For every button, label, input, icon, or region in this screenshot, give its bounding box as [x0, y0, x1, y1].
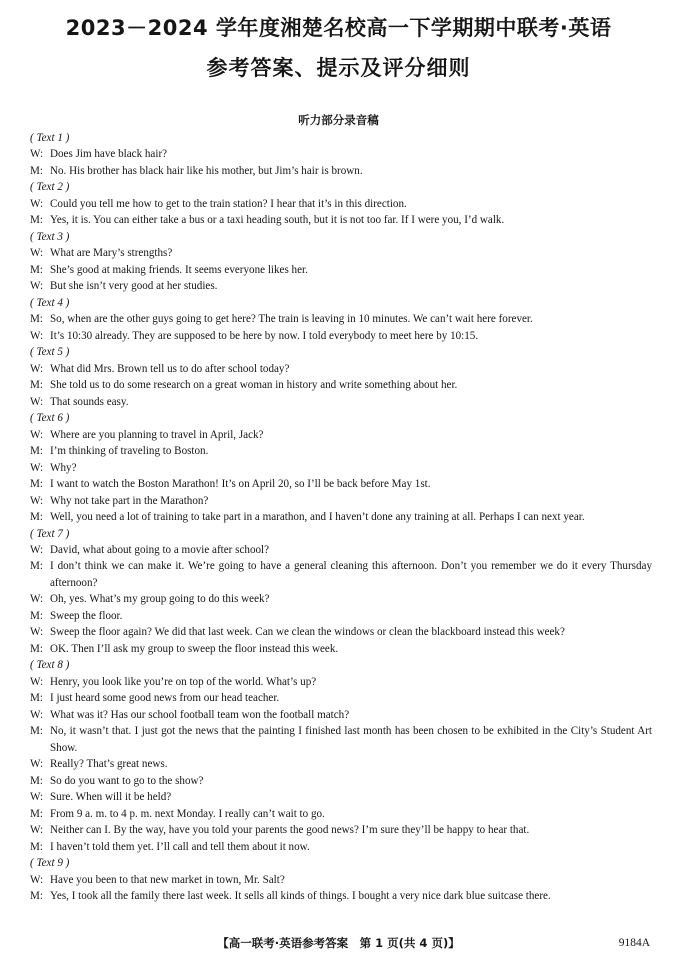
speaker-label: M: [30, 642, 43, 655]
dialogue-line [30, 146, 652, 162]
text-label: ( Text 9 ) [30, 857, 70, 870]
dialogue-text: So do you want to go to the show? [50, 774, 204, 787]
dialogue-text: I just heard some good news from our head teacher. [50, 692, 280, 705]
speaker-label: W: [30, 494, 44, 507]
dialogue-text: Henry, you look like you’re on top of the world. What’s up? [50, 675, 317, 688]
speaker-label: M: [30, 379, 43, 392]
dialogue-text: Sweep the floor again? We did that last week. Can we clean the windows or clean the blackboard instead this week? [50, 626, 565, 639]
dialogue-text: She told us to do some research on a great woman in history and write something about her. [50, 379, 458, 392]
speaker-label: W: [30, 148, 44, 161]
dialogue-text: Have you been to that new market in town, Mr. Salt? [50, 873, 285, 886]
speaker-label: W: [30, 758, 44, 771]
dialogue-text: I haven’t told them yet. I’ll call and tell them about it now. [50, 840, 310, 853]
speaker-label: W: [30, 395, 44, 408]
dialogue-line [30, 690, 652, 706]
document-subtitle: 参考答案、提示及评分细则 [206, 56, 471, 80]
listening-script [30, 130, 652, 905]
dialogue-text: Neither can I. By the way, have you told your parents the good news? I’m sure they’ll be happy to hear that. [50, 824, 530, 837]
speaker-label: W: [30, 461, 44, 474]
dialogue-text: What was it? Has our school football team won the football match? [50, 708, 350, 721]
dialogue-text: OK. Then I’ll ask my group to sweep the floor instead this week. [50, 642, 339, 655]
dialogue-line [30, 377, 652, 393]
dialogue-text: Could you tell me how to get to the train station? I hear that it’s in this direction. [50, 197, 407, 210]
dialogue-line [30, 888, 652, 904]
dialogue-line [30, 163, 652, 179]
speaker-label: M: [30, 692, 43, 705]
speaker-label: W: [30, 544, 44, 556]
dialogue-text: But she isn’t very good at her studies. [50, 280, 218, 293]
dialogue-line [30, 361, 652, 377]
speaker-label: M: [30, 560, 43, 573]
dialogue-line [30, 328, 652, 344]
dialogue-text: From 9 a. m. to 4 p. m. next Monday. I really can’t wait to go. [50, 807, 325, 820]
dialogue-line [30, 196, 652, 212]
dialogue-text: Does Jim have black hair? [50, 148, 168, 161]
dialogue-line [30, 394, 652, 410]
speaker-label: W: [30, 280, 44, 293]
dialogue-text: It’s 10:30 already. They are supposed to be here by now. I told everybody to meet here by 10:15. [50, 329, 479, 342]
dialogue-text: Where are you planning to travel in April, Jack? [50, 428, 264, 441]
text-label: ( Text 6 ) [30, 412, 70, 425]
dialogue-line [30, 427, 652, 443]
speaker-label: W: [30, 593, 44, 606]
dialogue-text: No. His brother has black hair like his mother, but Jim’s hair is brown. [50, 164, 363, 177]
dialogue-line [30, 707, 652, 723]
dialogue-text: Yes, it is. You can either take a bus or a taxi heading south, but it is not too far. If I were you, I’d walk. [50, 214, 505, 227]
speaker-label: M: [30, 313, 43, 326]
dialogue-line [30, 262, 652, 278]
dialogue-line [30, 245, 652, 261]
dialogue-line [30, 542, 652, 558]
dialogue-line [30, 789, 652, 805]
dialogue-line [30, 476, 652, 492]
speaker-label: W: [30, 329, 44, 342]
dialogue-text: I want to watch the Boston Marathon! It’s on April 20, so I’ll be back before May 1st. [50, 478, 431, 491]
text-label: ( Text 7 ) [30, 527, 70, 540]
dialogue-line [30, 624, 652, 640]
text-label: ( Text 1 ) [30, 132, 70, 144]
speaker-label: W: [30, 428, 44, 441]
dialogue-text: Well, you need a lot of training to take part in a marathon, and I haven’t done any training at all. Perhaps I can next year. [50, 511, 585, 524]
speaker-label: M: [30, 774, 43, 787]
speaker-label: W: [30, 873, 44, 886]
dialogue-text: Sure. When will it be held? [50, 791, 172, 804]
speaker-label: W: [30, 247, 44, 260]
speaker-label: M: [30, 478, 43, 491]
dialogue-text: Yes, I took all the family there last week. It sells all kinds of things. I bought a very nice dark blue suitcase there. [50, 890, 551, 903]
dialogue-line [30, 756, 652, 772]
document-title: 2023－2024 学年度湘楚名校高一下学期期中联考·英语 [65, 16, 612, 40]
section-title: 听力部分录音稿 [298, 113, 379, 127]
dialogue-line [30, 443, 652, 459]
dialogue-line [30, 723, 652, 756]
dialogue-line [30, 460, 652, 476]
speaker-label: W: [30, 626, 44, 639]
speaker-label: M: [30, 609, 43, 622]
page-footer: 【高一联考·英语参考答案 第 1 页(共 4 页)】 [217, 936, 460, 950]
speaker-label: M: [30, 725, 43, 738]
text-label: ( Text 3 ) [30, 230, 70, 243]
speaker-label: W: [30, 708, 44, 721]
dialogue-line [30, 806, 652, 822]
text-label: ( Text 2 ) [30, 181, 70, 194]
dialogue-line [30, 839, 652, 855]
dialogue-line [30, 608, 652, 624]
dialogue-text: Really? That’s great news. [50, 758, 168, 771]
dialogue-text: Oh, yes. What’s my group going to do this week? [50, 593, 270, 606]
dialogue-line [30, 822, 652, 838]
dialogue-text: Why? [50, 461, 77, 474]
dialogue-line [30, 493, 652, 509]
speaker-label: M: [30, 840, 43, 853]
dialogue-line [30, 212, 652, 228]
dialogue-line [30, 278, 652, 294]
dialogue-line [30, 773, 652, 789]
dialogue-line [30, 872, 652, 888]
speaker-label: W: [30, 675, 44, 688]
paper-code: 9184A [618, 937, 650, 949]
speaker-label: W: [30, 197, 44, 210]
speaker-label: W: [30, 791, 44, 804]
text-label: ( Text 5 ) [30, 346, 70, 359]
speaker-label: M: [30, 263, 43, 276]
dialogue-line [30, 558, 652, 591]
speaker-label: W: [30, 824, 44, 837]
dialogue-line [30, 674, 652, 690]
dialogue-text: Why not take part in the Marathon? [50, 494, 209, 507]
speaker-label: M: [30, 511, 43, 524]
speaker-label: W: [30, 362, 44, 375]
dialogue-text: David, what about going to a movie after school? [50, 544, 270, 556]
speaker-label: M: [30, 164, 43, 177]
dialogue-text: I don’t think we can make it. We’re going to have a general cleaning this afternoon. Don’t you remember we do it every Thursday afternoon? [50, 560, 652, 589]
text-label: ( Text 4 ) [30, 296, 70, 309]
dialogue-line [30, 311, 652, 327]
dialogue-text: I’m thinking of traveling to Boston. [50, 445, 209, 458]
dialogue-line [30, 509, 652, 525]
dialogue-text: No, it wasn’t that. I just got the news that the painting I finished last month has been chosen to be exhibited in the City’s Student Art Show. [50, 725, 652, 754]
dialogue-text: So, when are the other guys going to get here? The train is leaving in 10 minutes. We can’t wait here forever. [50, 313, 533, 326]
dialogue-text: Sweep the floor. [50, 609, 123, 622]
text-label: ( Text 8 ) [30, 659, 70, 672]
dialogue-text: What did Mrs. Brown tell us to do after school today? [50, 362, 290, 375]
dialogue-text: She’s good at making friends. It seems everyone likes her. [50, 263, 308, 276]
speaker-label: M: [30, 890, 43, 903]
dialogue-text: What are Mary’s strengths? [50, 247, 173, 260]
speaker-label: M: [30, 445, 43, 458]
speaker-label: M: [30, 807, 43, 820]
speaker-label: M: [30, 214, 43, 227]
dialogue-line [30, 641, 652, 657]
dialogue-text: That sounds easy. [50, 395, 129, 408]
dialogue-line [30, 591, 652, 607]
